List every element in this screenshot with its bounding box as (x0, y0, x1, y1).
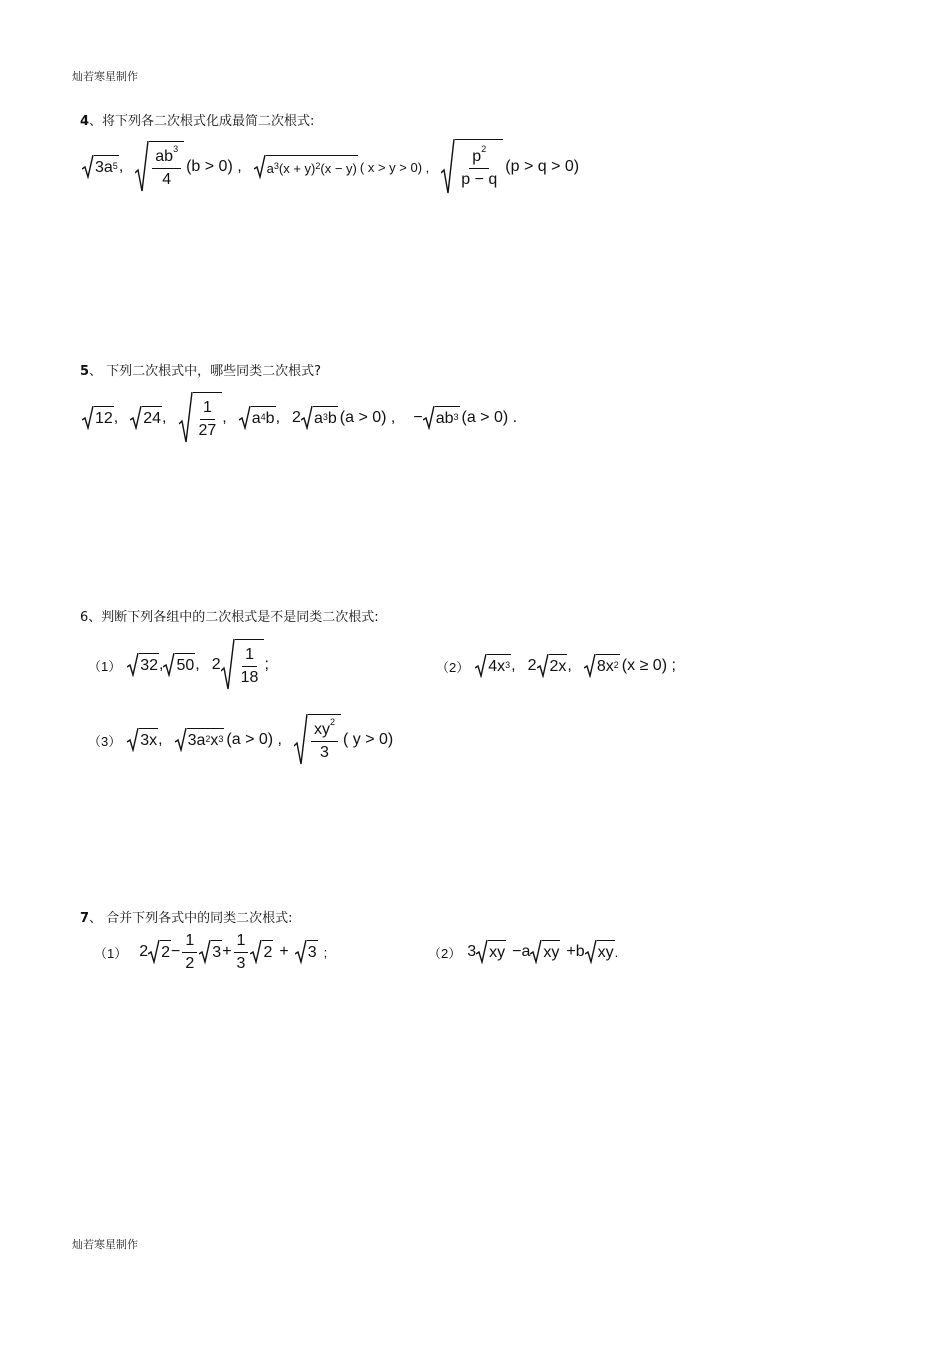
question-5-expressions: 12 , 24 , $\frac{1}{27}$ , a $^4$ b , 2 a $^3$ b (a > 0) , − ab $^3$ (a > 0) . (82, 390, 517, 446)
question-7-part-1: （1） 2 2 − $\frac{1}{2}$ 3 + $\frac{1}{3}$ 2 + 3 ; (94, 931, 328, 972)
question-6-group-2: （2） 4x $^3$ , 2 2x , 8x $^2$ (x ≥ 0) ; (436, 652, 676, 680)
question-7-part-2: （2） 3 xy −a xy + b xy . (428, 938, 618, 966)
q7-p2-radical-1: xy (476, 940, 506, 964)
q4-radical-3: a $^3$ (x + y) $^2$ (x − y) (254, 155, 358, 179)
q6-g1-radical-1: 32 (127, 653, 159, 677)
q6-g3-radical-1: 3x (127, 728, 158, 752)
q4-radical-2: $\frac{ab^3}{4}$ (135, 141, 184, 193)
q5-radical-5: a $^3$ b (301, 406, 338, 430)
question-4-title: 4、将下列各二次根式化成最简二次根式: (80, 114, 315, 129)
q7-p2-radical-3: xy (585, 940, 615, 964)
question-4-expressions: 3a $^5$ , $\frac{ab^3}{4}$ (b > 0) , a $^3$ (x + y) $^2$ (x − y) ( x > y > 0) , $\frac{p^2}{p - q}$ (p > q > 0) (82, 138, 579, 196)
question-6-title: 6、判断下列各组中的二次根式是不是同类二次根式: (80, 610, 379, 625)
q4-radical-4: $\frac{p^2}{p - q}$ (441, 139, 503, 195)
question-6-group-1: （1） 32 , 50 , 2 $\frac{1}{18}$ ; (88, 638, 269, 692)
q6-g2-radical-1: 4x $^3$ (475, 654, 511, 678)
q6-g1-radical-2: 50 (163, 653, 195, 677)
header-watermark: 灿若寒星制作 (72, 70, 138, 83)
q7-p1-radical-3: 2 (250, 940, 273, 964)
q5-radical-2: 24 (130, 406, 162, 430)
q7-p1-radical-2: 3 (199, 940, 222, 964)
q4-radical-1: 3a $^5$ (82, 155, 119, 179)
footer-watermark: 灿若寒星制作 (72, 1238, 138, 1251)
q6-g3-radical-2: 3a $^2$ x $^3$ (175, 728, 225, 752)
q5-radical-3: $\frac{1}{27}$ (179, 392, 223, 444)
q7-p2-radical-2: xy (530, 940, 560, 964)
q6-g2-radical-2: 2x (537, 654, 568, 678)
q6-g3-radical-3: $\frac{xy^2}{3}$ (294, 714, 341, 766)
q5-radical-4: a $^4$ b (239, 406, 276, 430)
q6-g2-radical-3: 8x $^2$ (584, 654, 620, 678)
q6-g1-radical-3: $\frac{1}{18}$ (221, 639, 265, 691)
question-6-group-3: （3） 3x , 3a $^2$ x $^3$ (a > 0) , $\frac{xy^2}{3}$ ( y > 0) (88, 712, 393, 768)
question-5-title: 5、 下列二次根式中，哪些同类二次根式? (80, 364, 322, 379)
q5-radical-6: ab $^3$ (423, 406, 460, 430)
q7-p1-radical-1: 2 (148, 940, 171, 964)
q5-radical-1: 12 (82, 406, 114, 430)
question-7-title: 7、 合并下列各式中的同类二次根式: (80, 911, 293, 926)
q7-p1-radical-4: 3 (295, 940, 318, 964)
